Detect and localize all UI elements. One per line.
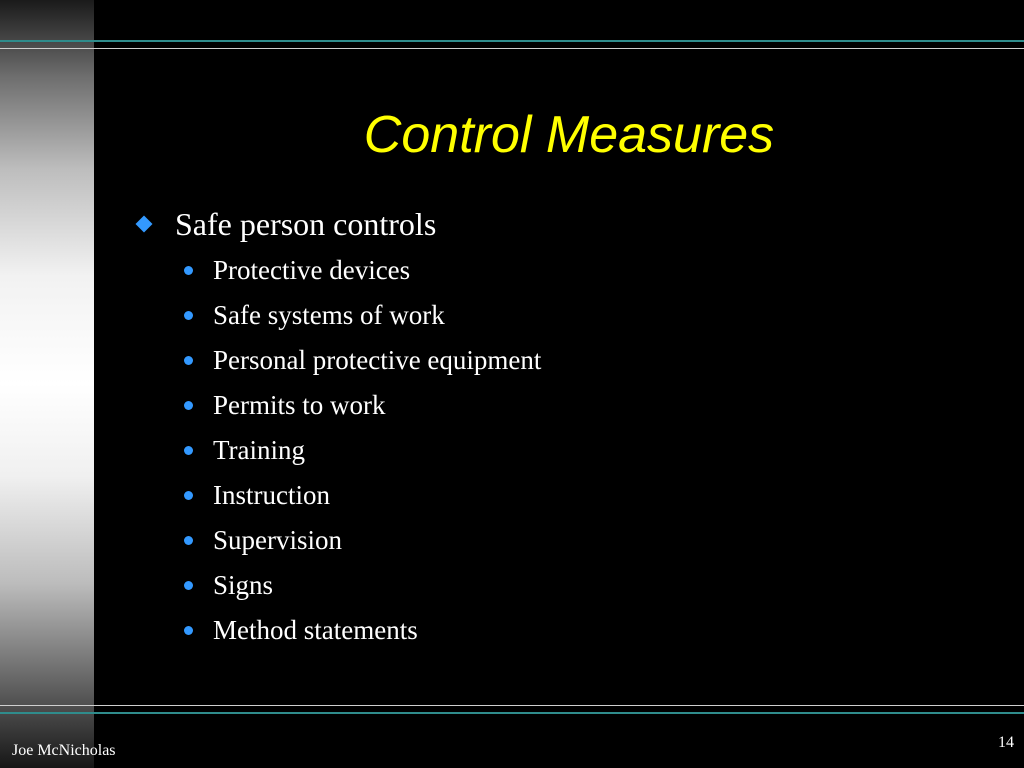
sub-bullet-item bbox=[132, 383, 541, 428]
top-accent-rule bbox=[0, 40, 1024, 42]
round-bullet-icon bbox=[184, 626, 193, 635]
sub-bullet-text: Signs bbox=[213, 570, 274, 600]
side-gradient-band bbox=[0, 0, 94, 768]
sub-bullet-text: Safe systems of work bbox=[213, 300, 445, 330]
round-bullet-icon bbox=[184, 491, 193, 500]
round-bullet-icon bbox=[184, 401, 193, 410]
round-bullet-icon bbox=[184, 356, 193, 365]
round-bullet-icon bbox=[184, 266, 193, 275]
sub-bullet-item bbox=[132, 608, 541, 653]
main-bullet-item bbox=[132, 200, 541, 248]
page-number: 14 bbox=[998, 734, 1014, 751]
sub-bullet-item bbox=[132, 428, 541, 473]
bottom-light-rule bbox=[0, 705, 1024, 706]
sub-bullet-item bbox=[132, 248, 541, 293]
sub-bullet-text: Permits to work bbox=[213, 390, 386, 420]
slide-title: Control Measures bbox=[363, 106, 775, 164]
sub-bullet-item bbox=[132, 563, 541, 608]
slide-content bbox=[132, 200, 541, 653]
sub-bullet-text: Supervision bbox=[213, 525, 343, 555]
round-bullet-icon bbox=[184, 446, 193, 455]
sub-bullet-item bbox=[132, 518, 541, 563]
sub-bullet-text: Personal protective equipment bbox=[213, 345, 542, 375]
footer-author: Joe McNicholas bbox=[12, 742, 116, 759]
sub-bullet-list bbox=[132, 248, 541, 653]
sub-bullet-item bbox=[132, 473, 541, 518]
sub-bullet-item bbox=[132, 338, 541, 383]
sub-bullet-text: Protective devices bbox=[213, 255, 411, 285]
round-bullet-icon bbox=[184, 581, 193, 590]
main-bullet-text: Safe person controls bbox=[175, 205, 437, 242]
top-light-rule bbox=[0, 48, 1024, 49]
sub-bullet-item bbox=[132, 293, 541, 338]
bottom-accent-rule bbox=[0, 712, 1024, 714]
diamond-bullet-icon bbox=[136, 216, 153, 233]
round-bullet-icon bbox=[184, 311, 193, 320]
sub-bullet-text: Method statements bbox=[213, 615, 418, 645]
round-bullet-icon bbox=[184, 536, 193, 545]
sub-bullet-text: Training bbox=[213, 435, 306, 465]
sub-bullet-text: Instruction bbox=[213, 480, 330, 510]
